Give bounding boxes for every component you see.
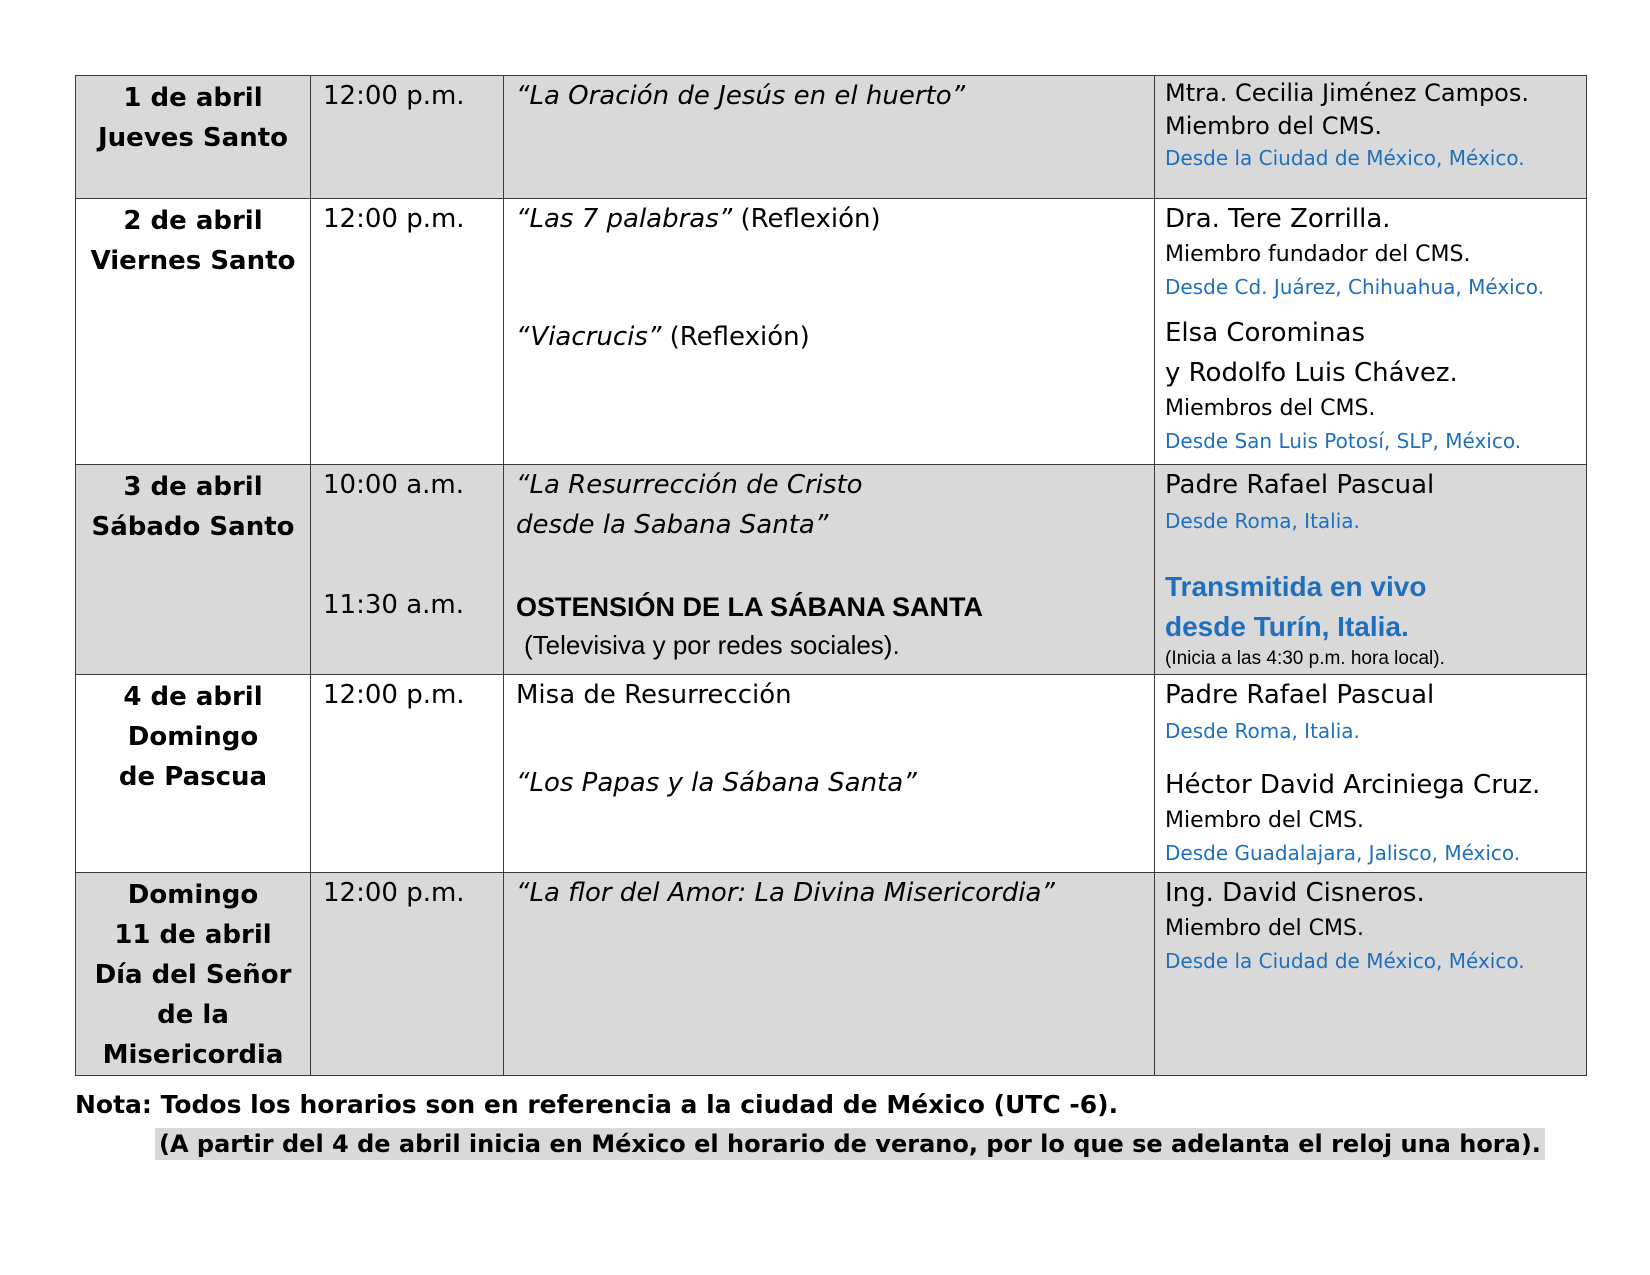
talk-title: “La Resurrección de Cristo [516, 470, 863, 500]
talk-title: “La Oración de Jesús en el huerto” [516, 81, 966, 111]
speaker-location: Desde Roma, Italia. [1165, 719, 1360, 743]
date-cell [76, 199, 311, 465]
footnote-timezone: Nota: Todos los horarios son en referencia a la ciudad de México (UTC -6). [75, 1090, 1119, 1119]
talk-title: “Viacrucis” [516, 322, 662, 352]
date-label: 11 de abril [114, 920, 272, 950]
time-label: 12:00 p.m. [323, 81, 465, 111]
date-cell [76, 76, 311, 199]
talk-suffix: (Reflexión) [661, 322, 810, 352]
title-cell [504, 76, 1155, 199]
day-label: Jueves Santo [98, 123, 288, 153]
speaker-location: Desde la Ciudad de México, México. [1165, 949, 1525, 973]
speaker-location: Desde Roma, Italia. [1165, 509, 1360, 533]
time-label: 12:00 p.m. [323, 878, 465, 908]
speaker-location: Desde Cd. Juárez, Chihuahua, México. [1165, 275, 1544, 299]
title-cell [504, 465, 1155, 675]
speaker-name: Dra. Tere Zorrilla. [1165, 204, 1391, 234]
talk-title: “La flor del Amor: La Divina Misericordia” [516, 878, 1055, 908]
title-cell [504, 873, 1155, 1076]
speaker-name: Mtra. Cecilia Jiménez Campos. [1165, 79, 1529, 107]
date-label: Domingo [127, 880, 259, 910]
live-label: Transmitida en vivo [1165, 571, 1427, 602]
time-cell [311, 465, 504, 675]
speaker-name: Ing. David Cisneros. [1165, 878, 1425, 908]
speaker-name: Padre Rafael Pascual [1165, 470, 1435, 500]
time-label: 12:00 p.m. [323, 680, 465, 710]
speaker-name: Padre Rafael Pascual [1165, 680, 1435, 710]
live-label: desde Turín, Italia. [1165, 611, 1409, 642]
footnote-dst: (A partir del 4 de abril inicia en México el horario de verano, por lo que se adelanta el reloj una hora). [155, 1128, 1545, 1160]
date-label: 3 de abril [123, 472, 263, 502]
speaker-name: Héctor David Arciniega Cruz. [1165, 770, 1541, 800]
date-label: 2 de abril [123, 206, 263, 236]
day-label: Viernes Santo [90, 246, 296, 276]
speaker-cell [1155, 675, 1587, 873]
talk-suffix: (Reflexión) [732, 204, 881, 234]
talk-title: “Los Papas y la Sábana Santa” [516, 768, 917, 798]
talk-title: “Las 7 palabras” [516, 204, 733, 234]
speaker-role: Miembro del CMS. [1165, 112, 1383, 140]
date-cell [76, 465, 311, 675]
speaker-cell [1155, 465, 1587, 675]
speaker-location: Desde Guadalajara, Jalisco, México. [1165, 841, 1521, 865]
speaker-location: Desde la Ciudad de México, México. [1165, 146, 1525, 170]
date-label: 4 de abril [123, 682, 263, 712]
speaker-name: y Rodolfo Luis Chávez. [1165, 358, 1458, 388]
talk-title: Misa de Resurrección [516, 680, 792, 710]
speaker-location: Desde San Luis Potosí, SLP, México. [1165, 429, 1522, 453]
table-row [76, 465, 1587, 675]
speaker-role: Miembros del CMS. [1165, 396, 1376, 421]
day-label: de la [157, 1000, 229, 1030]
date-label: 1 de abril [123, 83, 263, 113]
time-cell [311, 76, 504, 199]
day-label: Sábado Santo [91, 512, 295, 542]
speaker-cell [1155, 199, 1587, 465]
date-cell [76, 873, 311, 1076]
day-label: Domingo [127, 722, 259, 752]
day-label: Misericordia [102, 1040, 284, 1070]
date-cell [76, 675, 311, 873]
speaker-role: Miembro del CMS. [1165, 808, 1364, 833]
schedule-table [75, 75, 1587, 1076]
speaker-role: Miembro del CMS. [1165, 916, 1364, 941]
event-title: OSTENSIÓN DE LA SÁBANA SANTA [516, 592, 984, 622]
table-row [76, 675, 1587, 873]
time-cell [311, 675, 504, 873]
table-row [76, 76, 1587, 199]
table-row [76, 873, 1587, 1076]
table-row [76, 199, 1587, 465]
speaker-role: Miembro fundador del CMS. [1165, 242, 1471, 267]
live-note: (Inicia a las 4:30 p.m. hora local). [1165, 648, 1445, 669]
time-label: 12:00 p.m. [323, 204, 465, 234]
speaker-cell [1155, 76, 1587, 199]
speaker-name: Elsa Corominas [1165, 318, 1365, 348]
day-label: de Pascua [118, 762, 268, 792]
time-cell [311, 199, 504, 465]
time-label: 11:30 a.m. [323, 590, 464, 620]
title-cell [504, 199, 1155, 465]
time-label: 10:00 a.m. [323, 470, 464, 500]
talk-title: desde la Sabana Santa” [516, 510, 829, 540]
talk-item [516, 317, 1154, 357]
talk-item [516, 199, 1154, 239]
title-cell [504, 675, 1155, 873]
day-label: Día del Señor [94, 960, 292, 990]
time-cell [311, 873, 504, 1076]
speaker-cell [1155, 873, 1587, 1076]
event-note: (Televisiva y por redes sociales). [524, 630, 900, 660]
